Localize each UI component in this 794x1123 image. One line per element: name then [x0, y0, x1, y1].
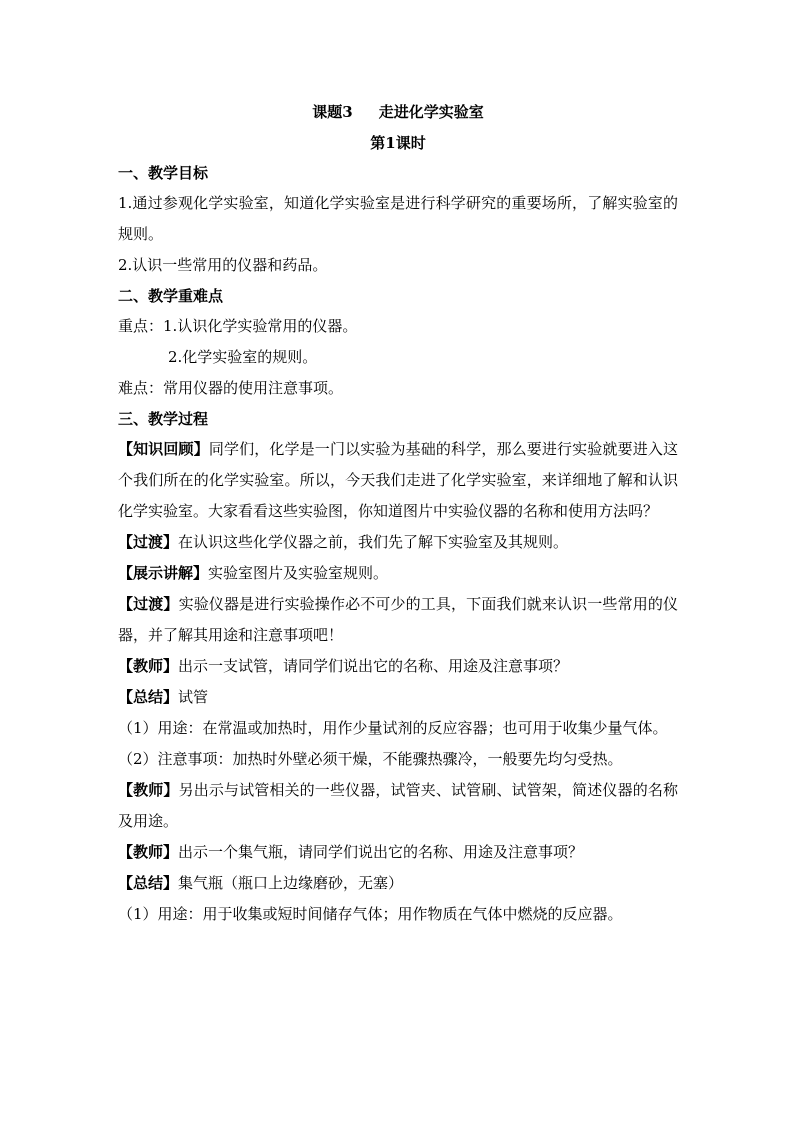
title-lesson: 课题3: [312, 103, 353, 121]
section-heading-goals: 一、教学目标: [118, 164, 209, 182]
process-paragraph: [118, 713, 678, 744]
page-title: [118, 96, 678, 128]
process-paragraph: [118, 744, 678, 775]
process-tag: 【过渡】: [118, 595, 179, 613]
process-paragraph: [118, 868, 678, 899]
process-paragraph: [118, 527, 678, 558]
key-point-text: 1.认识化学实验常用的仪器。: [163, 317, 358, 335]
goal-item: 2.认识一些常用的仪器和药品。: [118, 256, 328, 274]
process-tag: 【教师】: [118, 657, 179, 675]
process-tag: 【过渡】: [118, 533, 179, 551]
process-text: 出示一个集气瓶，请同学们说出它的名称、用途及注意事项？: [178, 843, 584, 861]
goal-item: 1.通过参观化学实验室，知道化学实验室是进行科学研究的重要场所，了解实验室的规则。: [118, 194, 678, 243]
process-tag: 【知识回顾】: [118, 440, 209, 458]
process-text: （2）注意事项：加热时外壁必须干燥，不能骤热骤冷，一般要先均匀受热。: [118, 750, 623, 768]
process-tag: 【总结】: [118, 874, 179, 892]
process-text: 在认识这些化学仪器之前，我们先了解下实验室及其规则。: [178, 533, 569, 551]
section-heading-process: 三、教学过程: [118, 410, 209, 428]
difficult-text: 常用仪器的使用注意事项。: [163, 379, 344, 397]
document-page: [118, 96, 678, 930]
process-text: 出示一支试管，请同学们说出它的名称、用途及注意事项？: [178, 657, 569, 675]
process-paragraph: [118, 682, 678, 713]
process-text: 实验仪器是进行实验操作必不可少的工具，下面我们就来认识一些常用的仪器，并了解其用途和注意事项吧！: [118, 595, 678, 644]
process-paragraph: [118, 434, 678, 527]
process-paragraph: [118, 899, 678, 930]
process-text: 另出示与试管相关的一些仪器，试管夹、试管刷、试管架，简述仪器的名称及用途。: [118, 781, 678, 830]
process-tag: 【教师】: [118, 781, 179, 799]
key-point-label: 重点：: [118, 317, 164, 335]
process-tag: 【教师】: [118, 843, 179, 861]
process-paragraph: [118, 775, 678, 837]
process-text: 同学们，化学是一门以实验为基础的科学，那么要进行实验就要进入这个我们所在的化学实验室。所以，今天我们走进了化学实验室，来详细地了解和认识化学实验室。大家看看这些实验图，你知道图片中实验仪器的名称和使用方法吗？: [118, 440, 678, 520]
process-text: 集气瓶（瓶口上边缘磨砂，无塞）: [178, 874, 404, 892]
process-text: 实验室图片及实验室规则。: [208, 564, 389, 582]
title-topic: 走进化学实验室: [378, 103, 484, 121]
page-subtitle: 第1课时: [370, 134, 426, 152]
process-paragraph: [118, 837, 678, 868]
process-paragraph: [118, 558, 678, 589]
process-paragraph: [118, 651, 678, 682]
process-text: （1）用途：用于收集或短时间储存气体；用作物质在气体中燃烧的反应器。: [118, 905, 623, 923]
key-point-1: [118, 311, 678, 342]
section-heading-key-points: 二、教学重难点: [118, 287, 224, 305]
difficult-label: 难点：: [118, 379, 164, 397]
process-tag: 【展示讲解】: [118, 564, 209, 582]
process-text: （1）用途：在常温或加热时，用作少量试剂的反应容器；也可用于收集少量气体。: [118, 719, 668, 737]
process-paragraph: [118, 589, 678, 651]
process-text: 试管: [178, 688, 209, 706]
key-point-2: 2.化学实验室的规则。: [168, 348, 318, 366]
difficult-point: [118, 373, 678, 404]
process-tag: 【总结】: [118, 688, 179, 706]
